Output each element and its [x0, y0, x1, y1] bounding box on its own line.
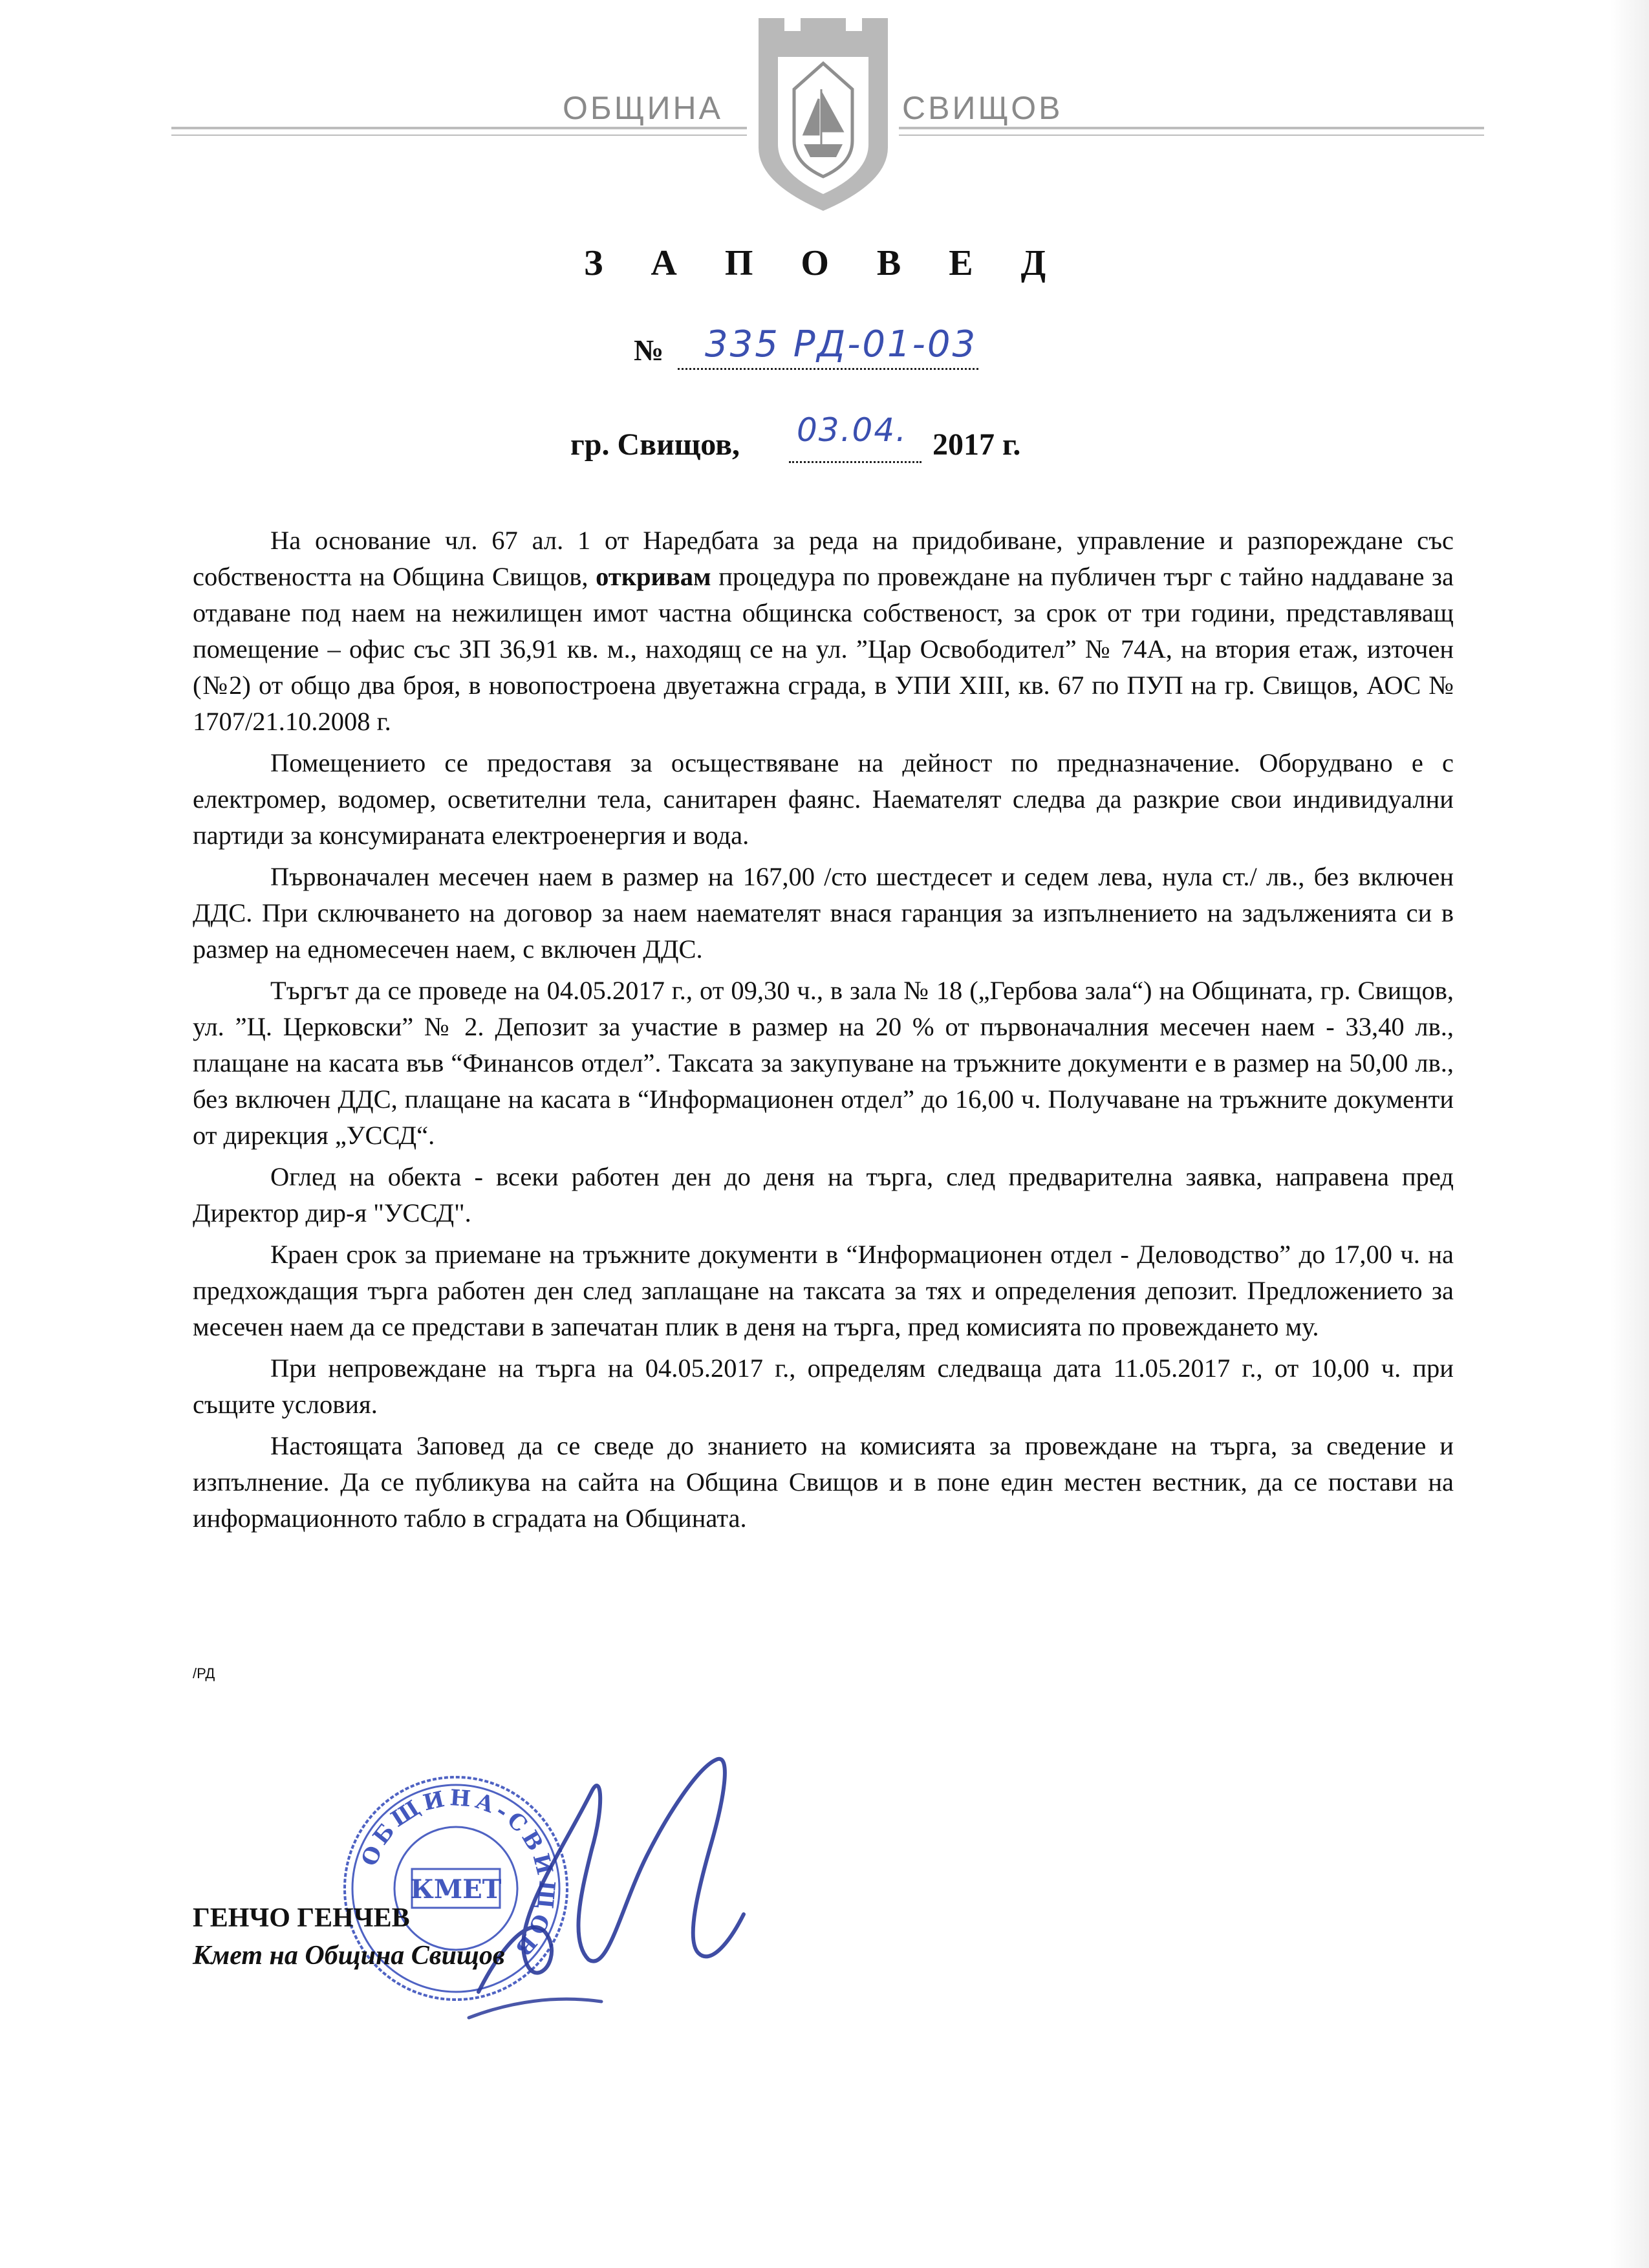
- order-number-label: №: [634, 334, 664, 367]
- paragraph-premises: Помещението се предоставя за осъществяване на дейност по предназначение. Оборудвано е с електромер, водомер, осветителни тела, санитарен фаянс. Наемателят следва да разкрие свои индивидуални партиди за консумираната електроенергия и вода.: [193, 748, 1454, 850]
- signer-title: Кмет на Община Свищов: [193, 1941, 505, 1971]
- paragraph-inspection: Оглед на обекта - всеки работен ден до деня на търга, след предварителна заявка, направена пред Директор дир-я "УССД".: [193, 1162, 1454, 1227]
- paragraph-basis-text-b: процедура по провеждане на публичен търг с тайно наддаване за отдаване под наем на нежилищен имот частна общинска собственост, за срок от три години, представляващ помещение – офис със ЗП 36,91 кв. м., находящ се на ул. ”Цар Освободител” № 74А, на втория етаж, източен (№2) от общо два броя, в новопостроена двуетажна сграда, в УПИ XIII, кв. 67 по ПУП на гр. Свищов, АОС № 1707/21.10.2008 г.: [193, 562, 1454, 736]
- document-title: З А П О В Е Д: [583, 243, 1066, 283]
- place-label: гр. Свищов,: [570, 427, 740, 462]
- letterhead-rule-right: [899, 127, 1484, 129]
- letterhead-town-word: СВИЩОВ: [902, 90, 1063, 126]
- paragraph-basis-text-a: На основание чл. 67 ал. 1 от Наредбата за реда на придобиване, управление и разпореждане със собствеността на Община Свищов,: [193, 526, 1454, 591]
- preparer-initials: /РД: [193, 1665, 215, 1681]
- year-label: 2017 г.: [932, 427, 1021, 462]
- letterhead-rule-right-thin: [899, 135, 1484, 136]
- paragraph-alternative-date: При непровеждане на търга на 04.05.2017 г., определям следваща дата 11.05.2017 г., от 10,00 ч. при същите условия.: [193, 1354, 1454, 1419]
- municipal-crest-logo: [749, 18, 898, 212]
- signer-name: ГЕНЧО ГЕНЧЕВ: [193, 1903, 410, 1933]
- paragraph-auction-terms: Търгът да се проведе на 04.05.2017 г., от 09,30 ч., в зала № 18 („Гербова зала“) на Общината, гр. Свищов, ул. ”Ц. Церковски” № 2. Депозит за участие в размер на 20 % от първоначалния месечен наем - 33,40 лв., плащане на касата във “Финансов отдел”. Таксата за закупуване на тръжните документи е в размер на 50,00 лв., без включен ДДС, плащане на касата в “Информационен отдел” до 16,00 ч. Получаване на тръжните документи от дирекция „УССД“.: [193, 976, 1454, 1150]
- order-body: [193, 523, 1454, 1542]
- paragraph-basis: [193, 523, 1454, 740]
- scan-edge-shade: [1610, 0, 1649, 2268]
- letterhead-municipality-word: ОБЩИНА: [563, 90, 723, 126]
- paragraph-initial-rent: Първоначален месечен наем в размер на 167,00 /сто шестдесет и седем лева, нула ст./ лв., без включен ДДС. При сключването на договор за наем наемателят внася гаранция за изпълнението на задълженията си в размер на едномесечен наем, с включен ДДС.: [193, 862, 1454, 964]
- handwritten-signature: [453, 1746, 815, 2050]
- paragraph-deadline: Краен срок за приемане на тръжните документи в “Информационен отдел - Деловодство” до 17,00 ч. на предхождащия търга работен ден след заплащане на таксата за тях и определения депозит. Предложението за месечен наем да се представи в запечатан плик в деня на търга, пред комисията по провеждането му.: [193, 1240, 1454, 1341]
- letterhead-rule-left: [171, 127, 747, 129]
- date-handwritten: 03.04.: [797, 411, 908, 449]
- paragraph-publication: Настоящата Заповед да се сведе до знанието на комисията за провеждане на търга, за сведение и изпълнение. Да се публикува на сайта на Община Свищов и в поне един местен вестник, да се постави на информационното табло в сградата на Общината.: [193, 1431, 1454, 1533]
- order-number-handwritten: 335 РД-01-03: [705, 323, 978, 365]
- stamp-center-text: КМЕТ: [410, 1874, 502, 1905]
- paragraph-basis-emphasis: откривам: [596, 562, 711, 591]
- stamp-ring-text: ОБЩИНА-СВИЩОВ: [356, 1785, 560, 1963]
- letterhead-rule-left-thin: [171, 135, 747, 136]
